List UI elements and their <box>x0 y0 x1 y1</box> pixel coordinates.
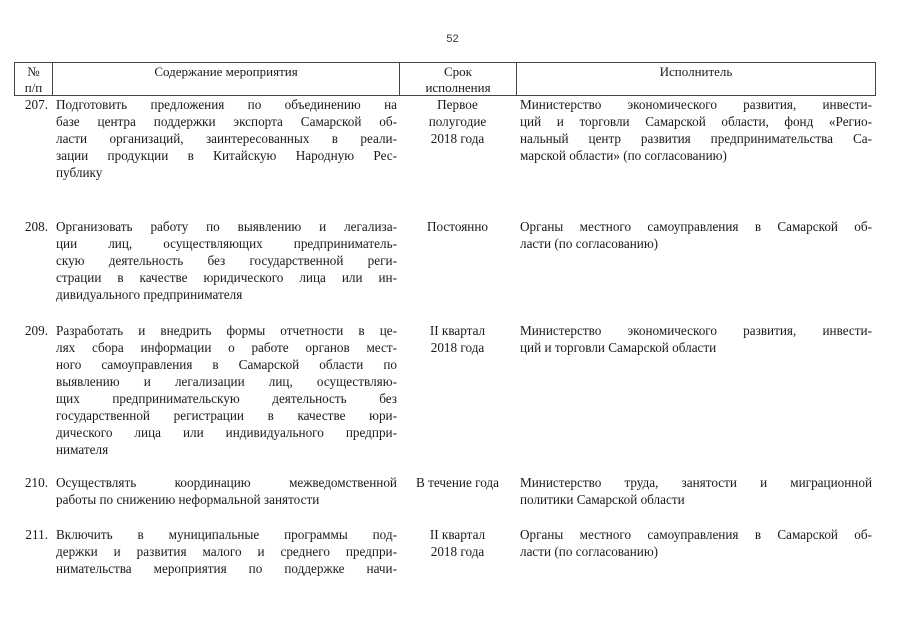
header-content <box>53 63 400 95</box>
row-content-line: нимателя <box>56 442 109 457</box>
row-number <box>14 474 52 508</box>
row-executor-line: Органы местного самоуправления в Самарской об- <box>520 219 872 234</box>
page-number: 52 <box>446 33 459 45</box>
row-content-line: Организовать работу по выявлению и легализа- <box>56 219 397 234</box>
row-content-line: работы по снижению неформальной занятости <box>56 492 320 507</box>
row-content-line: щих предпринимательскую деятельность без <box>56 391 397 406</box>
row-content-line: ного самоуправления в Самарской области по <box>56 357 397 372</box>
header-num-line-2: п/п <box>24 80 43 95</box>
row-executor-line: марской области» (по согласованию) <box>520 148 727 163</box>
row-executor-line: Министерство экономического развития, инвести- <box>520 97 872 112</box>
row-number-text: 207. <box>24 97 48 112</box>
row-executor-line: ласти (по согласованию) <box>520 236 659 251</box>
table-row <box>14 322 874 458</box>
row-term-line: II квартал <box>429 323 486 338</box>
row-term-line: 2018 года <box>430 544 485 559</box>
row-number <box>14 526 52 577</box>
row-executor-line: ласти (по согласованию) <box>520 544 659 559</box>
table-row <box>14 96 874 181</box>
row-content-line: дивидуального предпринимателя <box>56 287 243 302</box>
row-executor-line: ций и торговли Самарской области <box>520 340 717 355</box>
row-term <box>399 96 516 181</box>
row-number-text: 210. <box>24 475 48 490</box>
row-executor <box>516 96 874 181</box>
row-executor <box>516 526 874 577</box>
header-content-line-1: Содержание мероприятия <box>154 64 298 79</box>
row-executor-line: Министерство труда, занятости и миграционной <box>520 475 872 490</box>
row-content-line: Осуществлять координацию межведомственной <box>56 475 397 490</box>
header-term-line-2: исполнения <box>425 80 491 95</box>
header-term-line-1: Срок <box>444 64 472 79</box>
row-term-line: Постоянно <box>426 219 488 234</box>
row-executor-line: Министерство экономического развития, инвести- <box>520 323 872 338</box>
row-content <box>52 218 399 303</box>
row-content <box>52 322 399 458</box>
table-header <box>14 62 876 96</box>
row-content-line: Разработать и внедрить формы отчетности в це- <box>56 323 397 338</box>
row-executor <box>516 474 874 508</box>
row-content-line: дического лица или индивидуального предпри- <box>56 425 397 440</box>
header-executor-line-1: Исполнитель <box>659 64 733 79</box>
row-number-text: 211. <box>25 527 48 542</box>
row-number-text: 208. <box>24 219 48 234</box>
row-term-line: Первое <box>437 97 478 112</box>
row-content-line: государственной регистрации в качестве юри- <box>56 408 397 423</box>
row-number-text: 209. <box>24 323 48 338</box>
row-term-line: В течение года <box>416 475 499 490</box>
row-content <box>52 474 399 508</box>
row-content-line: держки и развития малого и среднего предпри- <box>56 544 397 559</box>
row-term <box>399 474 516 508</box>
row-content-line: лях сбора информации о работе органов мест- <box>56 340 397 355</box>
header-num-line-1: № <box>27 64 40 79</box>
row-executor-line: политики Самарской области <box>520 492 685 507</box>
row-executor-line: ций и торговли Самарской области, фонд «Регио- <box>520 114 872 129</box>
row-number <box>14 218 52 303</box>
row-executor <box>516 218 874 303</box>
row-term-line: II квартал <box>429 527 486 542</box>
header-term <box>400 63 517 95</box>
row-content-line: скую деятельность без государственной реги- <box>56 253 397 268</box>
row-content-line: страции в качестве юридического лица или ин- <box>56 270 397 285</box>
row-content-line: публику <box>56 165 103 180</box>
table-row <box>14 218 874 303</box>
table-row <box>14 474 874 508</box>
row-executor-line: Органы местного самоуправления в Самарской об- <box>520 527 872 542</box>
row-content-line: нимательства мероприятия по поддержке начи- <box>56 561 397 576</box>
row-executor-line: нальный центр развития предпринимательства Са- <box>520 131 872 146</box>
row-content-line: выявлению и легализации лиц, осуществляю- <box>56 374 397 389</box>
row-content-line: зации продукции в Китайскую Народную Рес- <box>56 148 397 163</box>
row-executor <box>516 322 874 458</box>
row-term-line: 2018 года <box>430 340 485 355</box>
row-content-line: Включить в муниципальные программы под- <box>56 527 397 542</box>
row-content-line: базе центра поддержки экспорта Самарской об- <box>56 114 397 129</box>
header-executor <box>517 63 875 95</box>
row-term-line: полугодие <box>428 114 487 129</box>
table-row <box>14 526 874 577</box>
row-number <box>14 322 52 458</box>
header-num <box>15 63 53 95</box>
row-content <box>52 96 399 181</box>
row-term <box>399 526 516 577</box>
row-content-line: Подготовить предложения по объединению на <box>56 97 397 112</box>
row-term-line: 2018 года <box>430 131 485 146</box>
row-content-line: ласти организаций, заинтересованных в реали- <box>56 131 397 146</box>
row-content-line: ции лиц, осуществляющих предприниматель- <box>56 236 397 251</box>
row-term <box>399 322 516 458</box>
row-number <box>14 96 52 181</box>
row-term <box>399 218 516 303</box>
row-content <box>52 526 399 577</box>
